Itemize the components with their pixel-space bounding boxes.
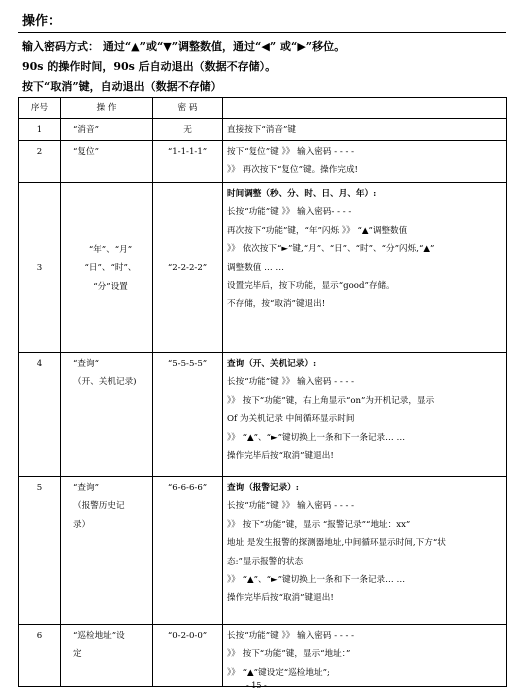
desc-line: 查询（开、关机记录）:: [227, 359, 317, 369]
row-no: 2: [19, 141, 61, 183]
desc-line: 不存储，按“取消”键退出!: [227, 299, 326, 310]
desc-line: 再次按下“功能”键，“年”闪烁 》》 “▲”调整数值: [227, 225, 408, 236]
desc-line: 》》 “▲”键设定“巡检地址”;: [227, 667, 330, 678]
table-row: [19, 625, 507, 687]
desc-line: 》》 “▲”、“►”键切换上一条和下一条记录… …: [227, 432, 406, 443]
section-heading: 操作：: [22, 14, 62, 29]
header-password: 密 码: [153, 98, 223, 119]
desc-line: 地址 是发生报警的探测器地址,中间循环显示时间,下方“状: [227, 538, 446, 549]
operations-table: [18, 97, 507, 687]
operation-text: “查询“: [73, 359, 99, 369]
row-operation: [61, 625, 153, 687]
desc-line: 长按“功能”键 》》 输入密码- - - -: [227, 207, 352, 218]
desc-line: 》》 再次按下“复位”键。操作完成!: [227, 165, 358, 176]
row-description: [223, 141, 507, 183]
desc-line: 操作完毕后按“取消”键退出!: [227, 451, 334, 462]
row-operation: [61, 119, 153, 141]
row-no: 5: [19, 477, 61, 625]
desc-line: 调整数值 … …: [227, 262, 285, 273]
desc-line: 按下“复位”键 》》 输入密码 - - - -: [227, 147, 355, 157]
header-no: 序号: [19, 98, 61, 119]
desc-line: 设置完毕后，按下功能，显示“good”存储。: [227, 281, 395, 292]
desc-line: 》》 依次按下“►”键,“月”、“日”、“时”、“分”闪烁,“▲”: [227, 244, 435, 255]
header-operation: 操 作: [61, 98, 153, 119]
row-description: [223, 119, 507, 141]
table-row: [19, 119, 507, 141]
row-password: “5-5-5-5”: [153, 353, 223, 477]
row-operation: [61, 353, 153, 477]
row-description: [223, 183, 507, 353]
intro-line-cancel: 按下“取消”键，自动退出（数据不存储）: [22, 80, 222, 93]
operation-text: “消音”: [73, 125, 99, 135]
row-password: “1-1-1-1”: [153, 141, 223, 183]
desc-line: 操作完毕后按“取消”键退出!: [227, 593, 334, 604]
operation-text: “日”、“时”、: [84, 263, 137, 274]
desc-line: 》》 “▲”、“►”键切换上一条和下一条记录… …: [227, 575, 406, 586]
desc-line: Of 为关机记录 中间循环显示时间: [227, 414, 355, 425]
desc-line: 》》 按下“功能”键，右上角显示“on”为开机记录，显示: [227, 395, 435, 406]
row-operation: [61, 477, 153, 625]
operation-text: “查询”: [73, 483, 99, 493]
row-description: [223, 353, 507, 477]
operation-text: “巡检地址”设: [73, 631, 125, 641]
row-password: “0-2-0-0”: [153, 625, 223, 687]
table-row: [19, 477, 507, 625]
row-no: 1: [19, 119, 61, 141]
intro-line-timeout: 90s 的操作时间，90s 后自动退出（数据不存储）。: [22, 60, 277, 73]
row-no: 6: [19, 625, 61, 687]
desc-line: 》》 按下“功能”键，显示 “报警记录”“地址：xx”: [227, 519, 411, 530]
row-operation: [61, 183, 153, 353]
row-password: “6-6-6-6”: [153, 477, 223, 625]
operation-text: （报警历史记: [73, 501, 125, 512]
heading-divider: [18, 32, 506, 33]
table-header-row: [19, 98, 507, 119]
operation-text: 录）: [73, 519, 91, 530]
table-row: [19, 353, 507, 477]
row-password: “2-2-2-2”: [153, 183, 223, 353]
operation-text: “年”、“月”: [88, 244, 133, 255]
desc-line: 长按“功能”键 》》 输入密码 - - - -: [227, 377, 355, 388]
table-row: [19, 183, 507, 353]
desc-line: 查询（报警记录）:: [227, 483, 299, 493]
operation-text: “复位”: [73, 147, 99, 157]
row-operation: [61, 141, 153, 183]
row-no: 3: [19, 183, 61, 353]
row-password: 无: [153, 119, 223, 141]
desc-line: 》》 按下“功能”键，显示“地址：”: [227, 649, 351, 660]
table-row: [19, 141, 507, 183]
desc-line: 长按“功能”键 》》 输入密码 - - - -: [227, 501, 355, 512]
operation-text: （开、关机记录): [73, 377, 137, 388]
page-number: - 15 -: [246, 681, 267, 690]
row-no: 4: [19, 353, 61, 477]
desc-line: 时间调整（秒、分、时、日、月、年）:: [227, 189, 377, 199]
row-description: [223, 625, 507, 687]
operation-text: 定: [73, 649, 82, 660]
intro-line-password-method: 输入密码方式： 通过“▲”或“▼”调整数值，通过“◀” 或“▶”移位。: [22, 40, 346, 53]
desc-line: 态:”显示报警的状态: [227, 556, 304, 567]
desc-line: 长按“功能”键 》》 输入密码 - - - -: [227, 631, 355, 641]
header-description: [223, 98, 507, 119]
operation-text: “分”设置: [93, 281, 128, 292]
row-description: [223, 477, 507, 625]
desc-line: 直接按下“消音”键: [227, 125, 296, 135]
